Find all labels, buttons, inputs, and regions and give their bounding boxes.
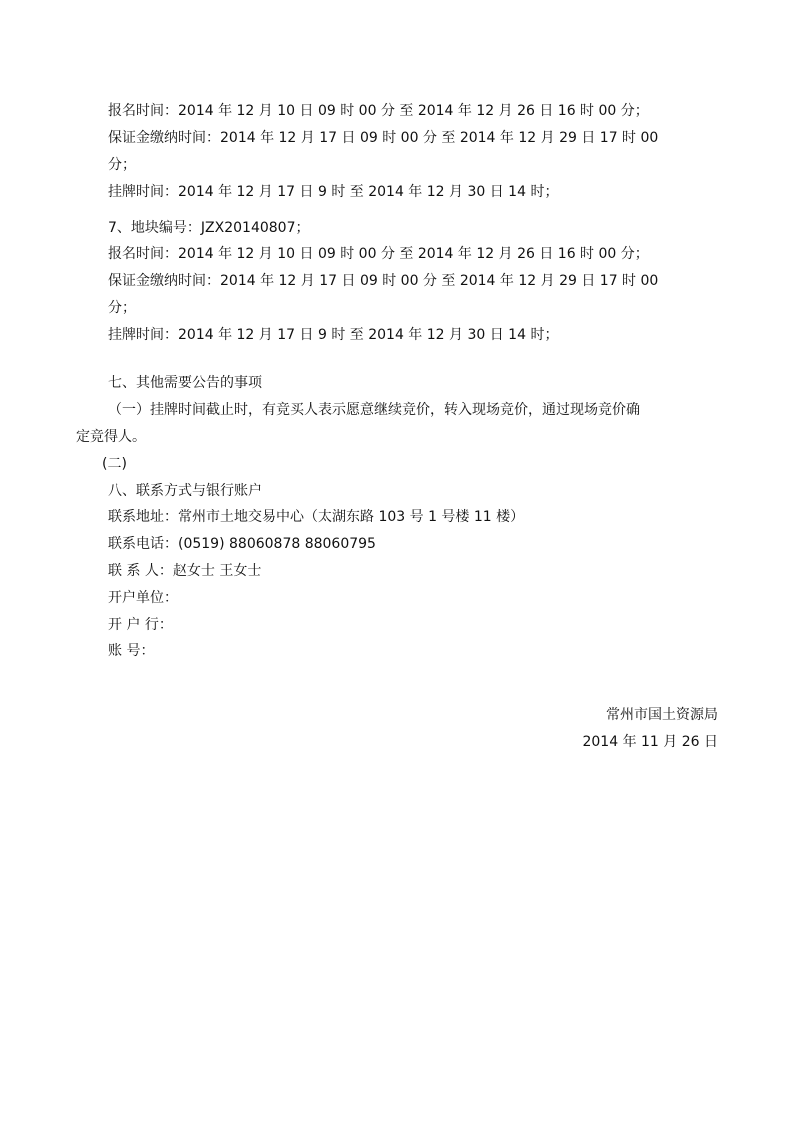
deposit-time-line: 保证金缴纳时间：2014 年 12 月 17 日 09 时 00 分 至 2014 年 12 月 29 日 17 时 00 [108,130,659,146]
account-number: 账 号： [108,643,155,659]
contact-person: 联 系 人：赵女士 王女士 [108,563,262,579]
deposit-time-line-cont: 分； [108,300,136,316]
deposit-time-line: 保证金缴纳时间：2014 年 12 月 17 日 09 时 00 分 至 2014 年 12 月 29 日 17 时 00 [108,273,659,289]
list-item-marker: (二) [102,456,127,472]
paragraph-line-cont: 定竞得人。 [76,429,146,445]
section-heading: 八、联系方式与银行账户 [108,483,262,499]
issuing-organization: 常州市国土资源局 [606,707,718,723]
deposit-time-line-cont: 分； [108,157,136,173]
listing-time-line: 挂牌时间：2014 年 12 月 17 日 9 时 至 2014 年 12 月 30 日 14 时； [108,327,559,343]
signup-time-line: 报名时间：2014 年 12 月 10 日 09 时 00 分 至 2014 年 12 月 26 日 16 时 00 分； [108,246,649,262]
account-unit: 开户单位： [108,590,178,606]
contact-address: 联系地址：常州市土地交易中心（太湖东路 103 号 1 号楼 11 楼） [108,509,525,525]
listing-time-line: 挂牌时间：2014 年 12 月 17 日 9 时 至 2014 年 12 月 30 日 14 时； [108,184,559,200]
bank-name: 开 户 行： [108,617,173,633]
section-heading: 七、其他需要公告的事项 [108,375,262,391]
parcel-number-line: 7、地块编号：JZX20140807； [108,220,310,236]
issue-date: 2014 年 11 月 26 日 [582,734,718,750]
contact-phone: 联系电话：(0519) 88060878 88060795 [108,536,376,552]
signup-time-line: 报名时间：2014 年 12 月 10 日 09 时 00 分 至 2014 年 12 月 26 日 16 时 00 分； [108,103,649,119]
paragraph-line: （一）挂牌时间截止时，有竞买人表示愿意继续竞价，转入现场竞价，通过现场竞价确 [108,402,640,418]
